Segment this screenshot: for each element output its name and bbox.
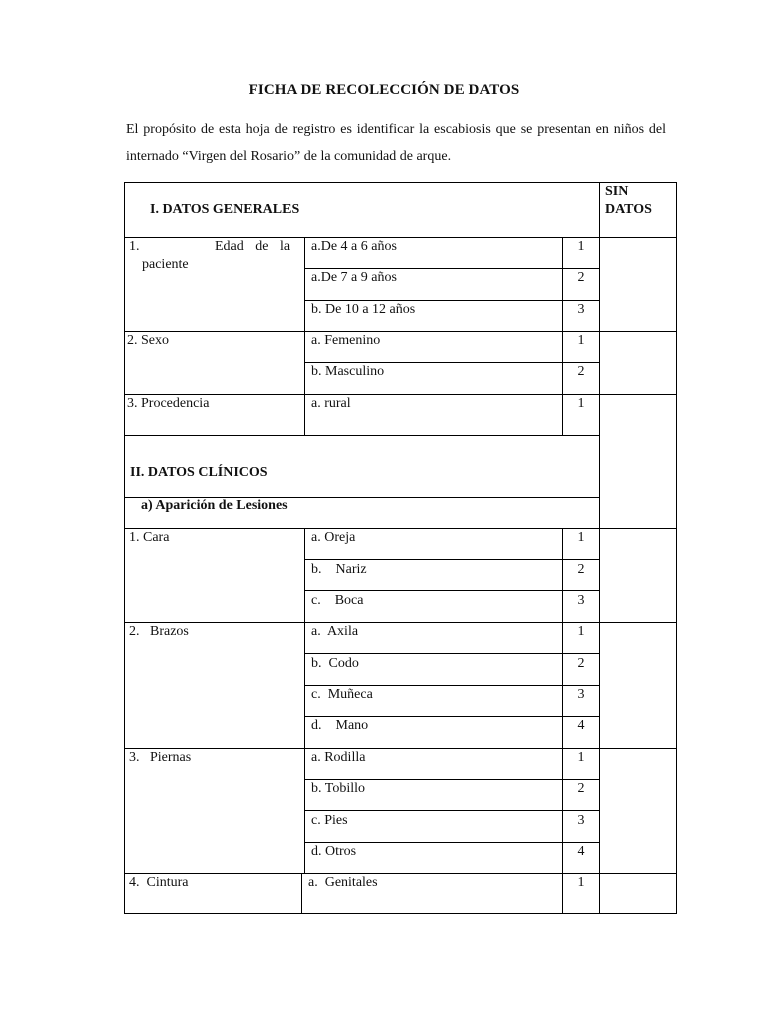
question-label: paciente: [142, 257, 189, 272]
option-label: b. Nariz: [311, 562, 367, 577]
section-title-general: I. DATOS GENERALES: [150, 202, 300, 217]
sin-datos-header: DATOS: [605, 202, 652, 217]
option-label: a.De 4 a 6 años: [311, 239, 397, 254]
row-divider: [304, 842, 600, 843]
data-collection-form: [124, 182, 677, 914]
row-divider: [304, 300, 600, 301]
option-code: 1: [577, 396, 585, 411]
row-divider: [124, 748, 677, 749]
row-divider: [124, 237, 677, 238]
table-border: [124, 182, 125, 914]
table-border: [676, 182, 677, 914]
option-label: a. Genitales: [308, 875, 378, 890]
column-divider: [562, 528, 563, 914]
document-title: FICHA DE RECOLECCIÓN DE DATOS: [248, 82, 520, 98]
row-divider: [304, 779, 600, 780]
option-code: 1: [577, 333, 585, 348]
option-code: 2: [577, 270, 585, 285]
option-label: d. Mano: [311, 718, 369, 733]
option-code: 3: [577, 687, 585, 702]
column-divider: [562, 237, 563, 435]
row-divider: [124, 331, 677, 332]
row-divider: [124, 394, 677, 395]
option-code: 3: [577, 813, 585, 828]
row-divider: [124, 622, 677, 623]
option-code: 2: [577, 364, 585, 379]
question-label: 1. Cara: [129, 530, 170, 545]
column-divider: [304, 528, 305, 873]
question-label: 3. Procedencia: [127, 396, 210, 411]
option-code: 1: [577, 750, 585, 765]
row-divider: [304, 590, 600, 591]
option-label: a. Femenino: [311, 333, 381, 348]
column-divider: [304, 237, 305, 435]
row-divider: [304, 268, 600, 269]
question-label: 3. Piernas: [129, 750, 192, 765]
option-label: a. rural: [311, 396, 351, 411]
question-label: Edad de la: [215, 239, 291, 254]
row-divider: [304, 559, 600, 560]
option-label: b. De 10 a 12 años: [311, 302, 416, 317]
option-code: 1: [577, 624, 585, 639]
option-label: a. Oreja: [311, 530, 356, 545]
section-title-clinical: II. DATOS CLÍNICOS: [130, 465, 268, 480]
row-divider: [304, 810, 600, 811]
option-code: 1: [577, 239, 585, 254]
option-code: 3: [577, 593, 585, 608]
option-code: 4: [577, 718, 585, 733]
option-code: 1: [577, 875, 585, 890]
option-label: d. Otros: [311, 844, 357, 859]
question-label: 4. Cintura: [129, 875, 189, 890]
column-divider: [301, 873, 302, 914]
row-divider: [304, 716, 600, 717]
option-label: a. Axila: [311, 624, 359, 639]
option-label: a. Rodilla: [311, 750, 366, 765]
subsection-title: a) Aparición de Lesiones: [141, 498, 288, 513]
option-label: c. Pies: [311, 813, 348, 828]
row-divider: [304, 653, 600, 654]
column-divider: [599, 182, 600, 914]
option-label: b. Tobillo: [311, 781, 365, 796]
option-code: 2: [577, 781, 585, 796]
option-code: 1: [577, 530, 585, 545]
option-label: c. Muñeca: [311, 687, 373, 702]
question-label: 2. Sexo: [127, 333, 169, 348]
option-code: 2: [577, 656, 585, 671]
row-divider: [124, 873, 677, 874]
option-label: a.De 7 a 9 años: [311, 270, 397, 285]
row-divider: [124, 528, 677, 529]
option-label: b. Codo: [311, 656, 359, 671]
row-divider: [124, 435, 600, 436]
question-label: 2. Brazos: [129, 624, 189, 639]
intro-paragraph: El propósito de esta hoja de registro es identificar la escabiosis que se presentan en niños del internado “Virgen del Rosario” de la comunidad de arque.: [126, 122, 666, 164]
row-divider: [304, 685, 600, 686]
option-label: c. Boca: [311, 593, 364, 608]
table-border: [124, 913, 677, 914]
option-label: b. Masculino: [311, 364, 385, 379]
row-divider: [304, 362, 600, 363]
option-code: 3: [577, 302, 585, 317]
table-border: [124, 182, 677, 183]
question-number: 1.: [129, 239, 140, 254]
sin-datos-header: SIN: [605, 184, 629, 199]
option-code: 2: [577, 562, 585, 577]
option-code: 4: [577, 844, 585, 859]
